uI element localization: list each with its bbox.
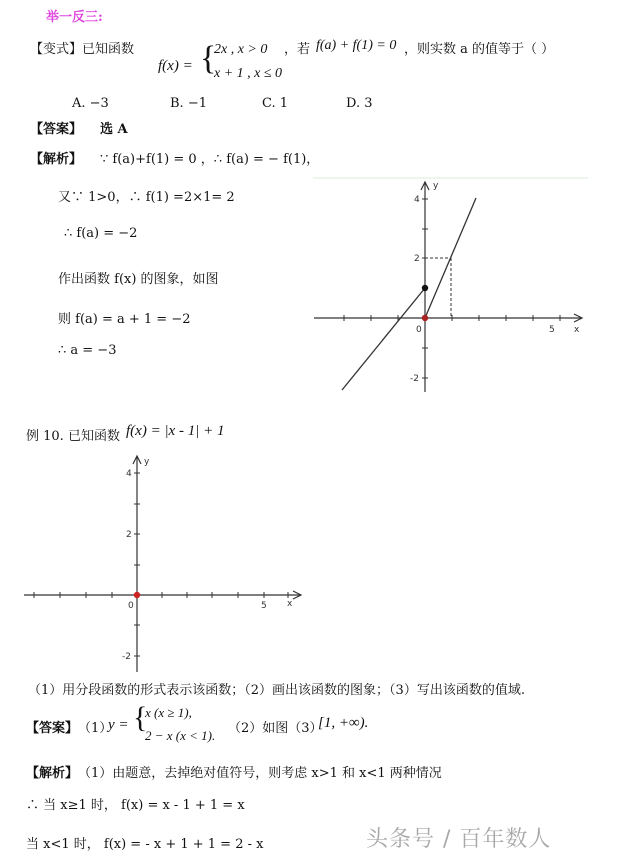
graph1-tick-yneg2: -2 (410, 374, 419, 384)
answer2-label: 【答案】 (26, 721, 79, 736)
graph2-ticks (34, 473, 288, 656)
graph1-tick-0: 0 (416, 325, 422, 335)
graph2-origin-point (134, 592, 140, 598)
answer-label: 【答案】 (30, 122, 83, 137)
analysis-line-1: ∵ f(a)+f(1) = 0 ，∴ f(a) = − f(1)， (100, 152, 320, 167)
answer2-case1: x (x ≥ 1), (145, 705, 192, 720)
answer2-y-eq: y = (108, 717, 129, 733)
graph2-tick-y4: 4 (126, 469, 132, 479)
watermark: 头条号 / 百年数人 (366, 827, 552, 852)
analysis-line-3: ∴ f(a) = −2 (64, 226, 138, 241)
graph2-y-label: y (144, 457, 150, 467)
variant-case2: x + 1 , x ≤ 0 (214, 66, 283, 81)
graph1-y-label: y (433, 181, 439, 191)
graph2-tick-5: 5 (261, 601, 267, 611)
example10-title: 例 10. 已知函数 (26, 429, 120, 444)
option-d: D. 3 (346, 96, 373, 111)
variant-prefix: 【变式】已知函数 (30, 42, 135, 57)
variant-func-lhs: f(x) = (158, 58, 193, 74)
graph1-point-1 (422, 285, 428, 291)
graph-1 (308, 172, 590, 396)
option-a: A. −3 (72, 96, 109, 111)
example10-questions: （1）用分段函数的形式表示该函数；（2）画出该函数的图象；（3）写出该函数的值域. (28, 683, 525, 698)
analysis-line-4: 作出函数 f(x) 的图象，如图 (58, 272, 219, 287)
graph1-tick-y4: 4 (414, 195, 420, 205)
variant-brace: { (200, 40, 217, 77)
example10-func: f(x) = |x - 1| + 1 (126, 423, 225, 439)
graph-2 (20, 452, 310, 676)
graph2-x-label: x (287, 599, 293, 609)
answer2-part1: （1） (78, 721, 113, 736)
answer2-brace: { (133, 701, 148, 734)
example-header: 举一反三: (46, 10, 103, 25)
analysis2-label: 【解析】 (26, 766, 79, 781)
graph1-origin-point (422, 315, 428, 321)
graph1-tick-5: 5 (549, 325, 555, 335)
graph1-ticks (344, 199, 560, 378)
analysis2-line2: 当 x<1 时， f(x) = - x + 1 + 1 = 2 - x (26, 837, 264, 852)
answer2-case2: 2 − x (x < 1). (145, 728, 216, 743)
graph1-x-label: x (574, 325, 580, 335)
analysis-label: 【解析】 (30, 152, 83, 167)
analysis-line-5: 则 f(a) = a + 1 = −2 (58, 312, 191, 327)
option-c: C. 1 (262, 96, 289, 111)
variant-condition-prefix: ，若 (284, 42, 311, 57)
variant-condition: f(a) + f(1) = 0 (316, 38, 397, 53)
analysis-line-2: 又∵ 1>0，∴ f(1) =2×1= 2 (58, 190, 235, 205)
analysis2-intro: （1）由题意，去掉绝对值符号，则考虑 x>1 和 x<1 两种情况 (78, 766, 442, 781)
graph2-tick-0: 0 (128, 601, 134, 611)
variant-question: ，则实数 a 的值等于（ ） (404, 42, 555, 57)
analysis-line-6: ∴ a = −3 (58, 343, 117, 358)
graph2-tick-yneg2: -2 (122, 652, 131, 662)
variant-case1: 2x , x > 0 (214, 42, 268, 57)
graph2-tick-y2: 2 (126, 530, 132, 540)
answer2-range: [1, +∞). (318, 715, 369, 731)
answer-text: 选 A (100, 122, 128, 137)
answer2-part2: （2）如图（3） (228, 721, 323, 736)
option-b: B. −1 (170, 96, 207, 111)
analysis2-line1: ∴ 当 x≥1 时， f(x) = x - 1 + 1 = x (26, 798, 245, 813)
graph1-tick-y2: 2 (414, 254, 420, 264)
